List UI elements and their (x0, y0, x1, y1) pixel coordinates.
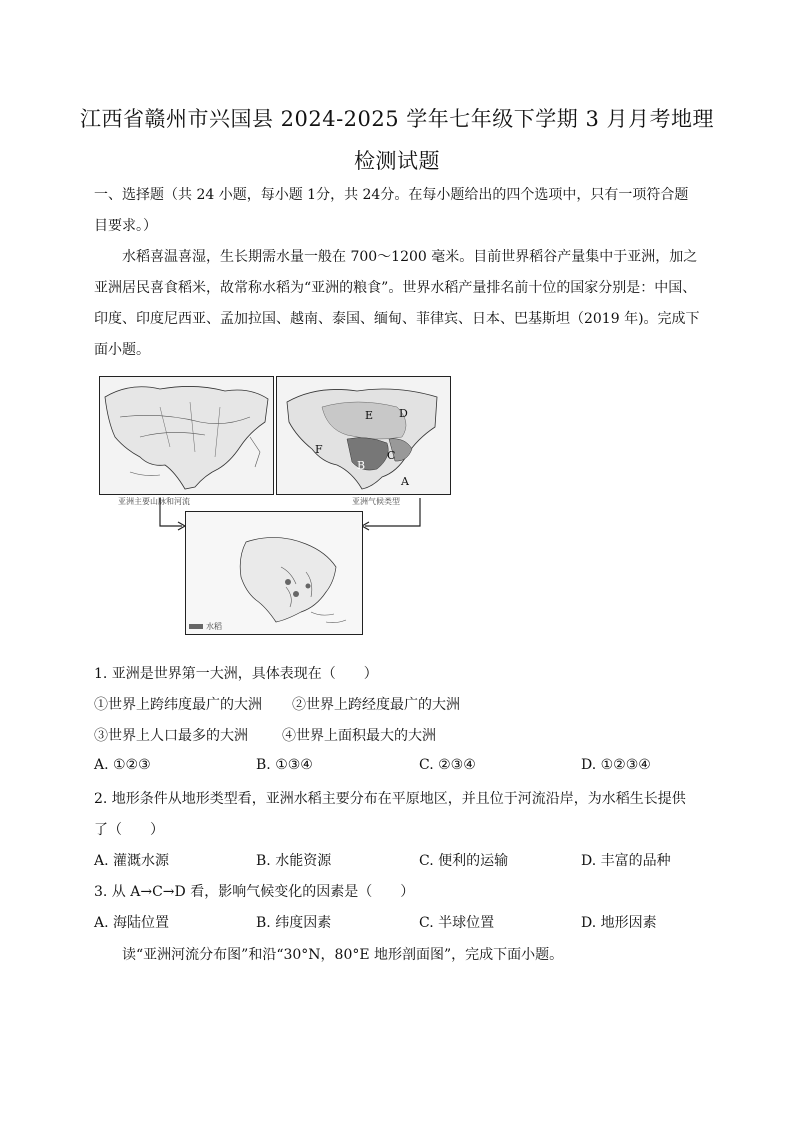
q1-statement-2: ②世界上跨经度最广的大洲 (292, 697, 460, 713)
q1-statement-4: ④世界上面积最大的大洲 (282, 728, 436, 744)
q1-options (94, 757, 700, 779)
q1-option-d[interactable]: D. ①②③④ (581, 757, 651, 773)
q3-option-a[interactable]: A. 海陆位置 (94, 915, 170, 931)
left-map-caption: 亚洲主要山脉和河流 (118, 497, 190, 506)
q3-option-b[interactable]: B. 纬度因素 (256, 915, 332, 931)
q2-stem-line1: 2. 地形条件从地形类型看，亚洲水稻主要分布在平原地区，并且位于河流沿岸，为水稻生长提供 (94, 791, 686, 807)
q1-statement-1: ①世界上跨纬度最广的大洲 (94, 697, 262, 713)
q3-option-d[interactable]: D. 地形因素 (581, 915, 657, 931)
exam-title-line1: 江西省赣州市兴国县 2024-2025 学年七年级下学期 3 月月考地理 (79, 107, 715, 131)
asia-rice-map (185, 511, 363, 635)
asia-mountains-rivers-map (99, 376, 274, 495)
q2-option-a[interactable]: A. 灌溉水源 (94, 853, 170, 869)
q2-stem-line2: 了（ ） (94, 822, 164, 838)
q2-option-c[interactable]: C. 便利的运输 (419, 853, 509, 869)
climate-label-f: F (315, 443, 323, 456)
intro-paragraph-rivers: 读“亚洲河流分布图”和沿“30°N，80°E 地形剖面图”，完成下面小题。 (122, 947, 564, 963)
q1-statements-row1 (94, 694, 700, 716)
climate-label-a: A (401, 475, 409, 488)
q1-option-a[interactable]: A. ①②③ (94, 757, 151, 773)
q1-statement-3: ③世界上人口最多的大洲 (94, 728, 248, 744)
intro-paragraph-rice: 水稻喜温喜湿，生长期需水量一般在 700～1200 毫米。目前世界稻谷产量集中于亚洲，加之亚洲居民喜食稻米，故常称水稻为“亚洲的粮食”。世界水稻产量排名前十位的国家分别是：中国、印度、印度尼西亚、孟加拉国、越南、泰国、缅甸、菲律宾、日本、巴基斯坦（2019 年)。完成下面小题。 (94, 249, 700, 358)
asia-climate-map (276, 376, 451, 495)
q1-statements-row2 (94, 725, 700, 747)
q3-options (94, 912, 700, 934)
q1-option-b[interactable]: B. ①③④ (256, 757, 313, 773)
climate-label-b: B (357, 459, 366, 472)
q2-option-b[interactable]: B. 水能资源 (256, 853, 332, 869)
q1-stem: 1. 亚洲是世界第一大洲，具体表现在（ ） (94, 666, 378, 682)
q3-option-c[interactable]: C. 半球位置 (419, 915, 495, 931)
q2-option-d[interactable]: D. 丰富的品种 (581, 853, 671, 869)
rice-map-legend: 水稻 (206, 622, 222, 631)
q3-stem: 3. 从 A→C→D 看，影响气候变化的因素是（ ） (94, 884, 415, 900)
exam-title-line2: 检测试题 (354, 149, 440, 173)
right-map-caption: 亚洲气候类型 (352, 497, 400, 506)
q2-options (94, 850, 700, 872)
q1-option-c[interactable]: C. ②③④ (419, 757, 476, 773)
section-heading: 一、选择题（共 24 小题，每小题 1分，共 24分。在每小题给出的四个选项中，只有一项符合题目要求。） (94, 187, 689, 234)
climate-label-e: E (365, 409, 374, 422)
climate-label-c: C (387, 449, 396, 462)
climate-label-d: D (399, 407, 408, 420)
